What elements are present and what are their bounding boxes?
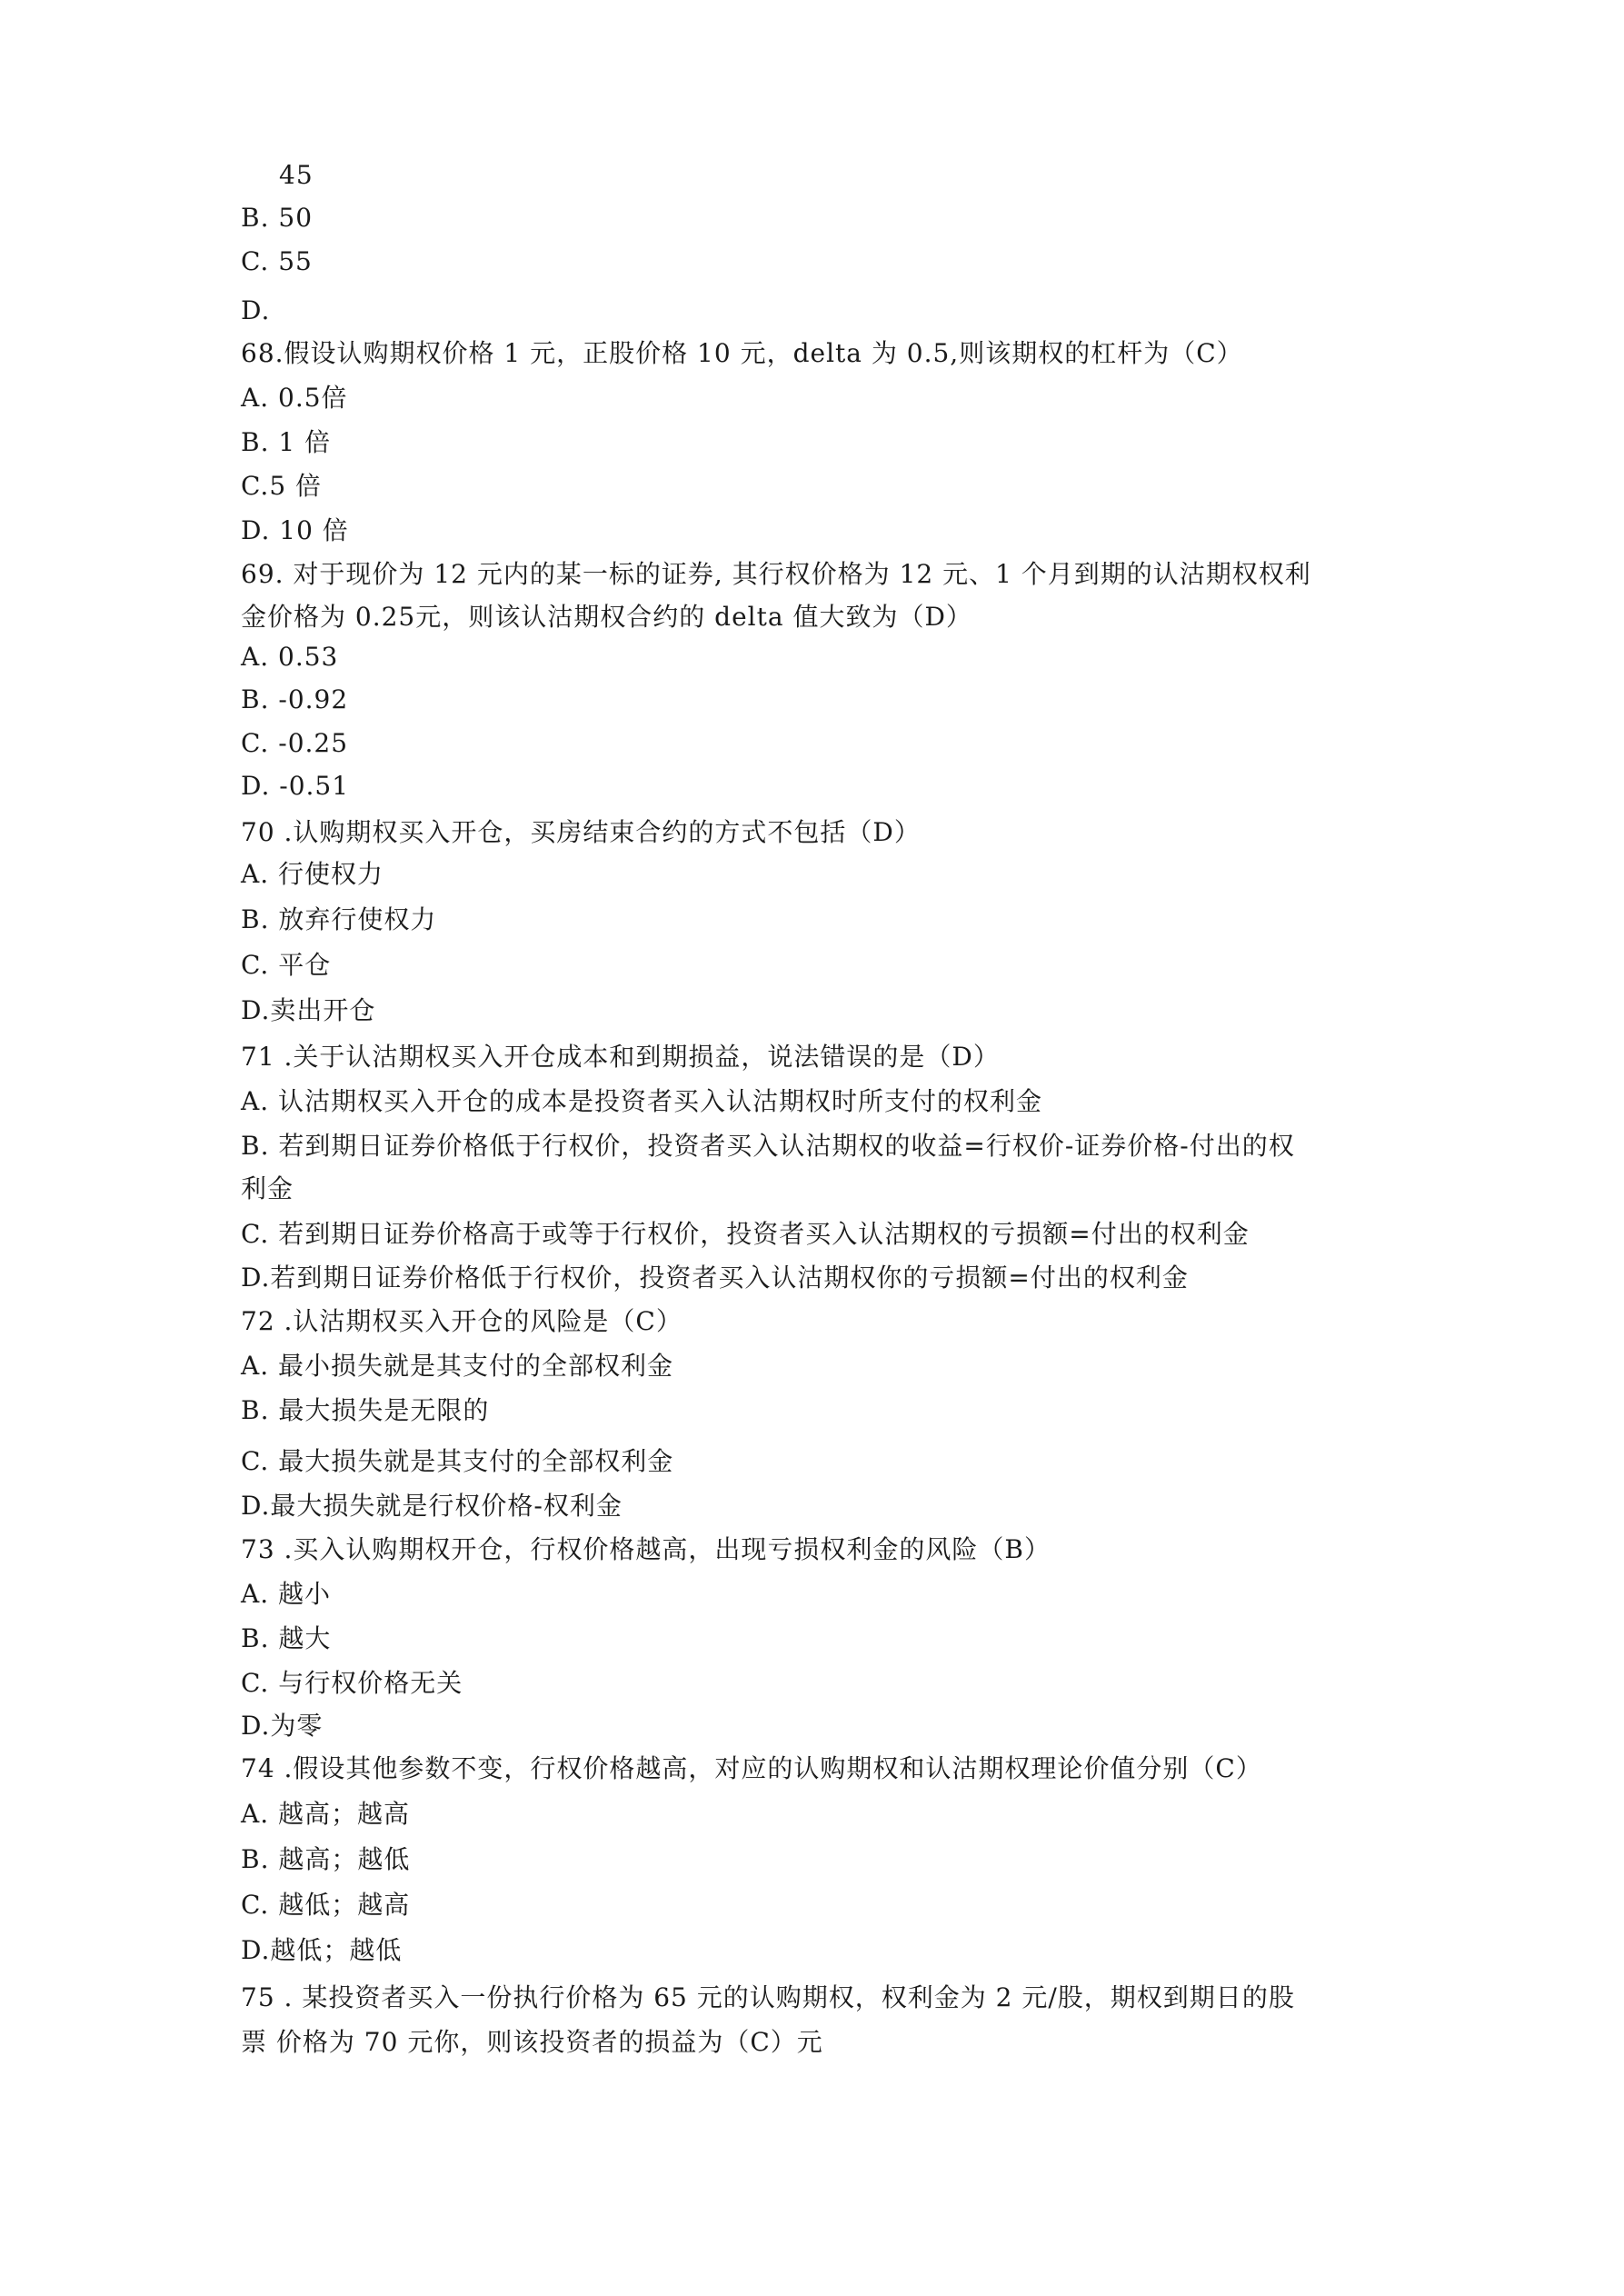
question-69-line2: 金价格为 0.25元，则该认沽期权合约的 delta 值大致为（D） — [241, 602, 972, 632]
q68-option-a: A. 0.5倍 — [241, 383, 348, 413]
q68-option-c: C.5 倍 — [241, 471, 323, 501]
q71-option-c: C. 若到期日证券价格高于或等于行权价，投资者买入认沽期权的亏损额=付出的权利金 — [241, 1219, 1250, 1249]
q71-option-b-line1: B. 若到期日证券价格低于行权价，投资者买入认沽期权的收益=行权价-证券价格-付出的权 — [241, 1131, 1295, 1161]
q71-option-b-line2: 利金 — [241, 1173, 294, 1203]
q70-option-c: C. 平仓 — [241, 950, 332, 980]
q72-option-d: D.最大损失就是行权价格-权利金 — [241, 1491, 623, 1521]
question-72: 72 .认沽期权买入开仓的风险是（C） — [241, 1306, 682, 1336]
question-68: 68.假设认购期权价格 1 元，正股价格 10 元，delta 为 0.5,则该期权的杠杆为（C） — [241, 338, 1243, 368]
q72-option-a: A. 最小损失就是其支付的全部权利金 — [241, 1351, 674, 1381]
q69-option-d: D. -0.51 — [241, 771, 350, 801]
q70-option-a: A. 行使权力 — [241, 859, 384, 889]
q69-option-b: B. -0.92 — [241, 684, 349, 714]
q67-option-d: D. — [241, 295, 271, 325]
q70-option-d: D.卖出开仓 — [241, 995, 376, 1025]
q70-option-b: B. 放弃行使权力 — [241, 904, 437, 934]
q74-option-a: A. 越高；越高 — [241, 1799, 411, 1829]
question-74: 74 .假设其他参数不变，行权价格越高，对应的认购期权和认沽期权理论价值分别（C） — [241, 1753, 1262, 1783]
q71-option-a: A. 认沽期权买入开仓的成本是投资者买入认沽期权时所支付的权利金 — [241, 1086, 1043, 1116]
question-75-line1: 75 . 某投资者买入一份执行价格为 65 元的认购期权，权利金为 2 元/股，期权到期日的股 — [241, 1982, 1295, 2012]
q68-option-d: D. 10 倍 — [241, 515, 349, 545]
q72-option-b: B. 最大损失是无限的 — [241, 1395, 490, 1425]
q73-option-d: D.为零 — [241, 1711, 324, 1741]
q73-option-b: B. 越大 — [241, 1623, 332, 1653]
q73-option-a: A. 越小 — [241, 1579, 332, 1609]
q74-option-c: C. 越低；越高 — [241, 1890, 411, 1920]
q74-option-d: D.越低；越低 — [241, 1935, 403, 1965]
q67-option-b: B. 50 — [241, 203, 314, 233]
q72-option-c: C. 最大损失就是其支付的全部权利金 — [241, 1446, 674, 1476]
question-75-line2: 票 价格为 70 元你，则该投资者的损益为（C）元 — [241, 2027, 823, 2057]
question-70: 70 .认购期权买入开仓，买房结束合约的方式不包括（D） — [241, 817, 921, 847]
q69-option-a: A. 0.53 — [241, 642, 339, 672]
q67-option-c: C. 55 — [241, 246, 313, 276]
q73-option-c: C. 与行权价格无关 — [241, 1668, 463, 1698]
q74-option-b: B. 越高；越低 — [241, 1844, 411, 1874]
question-71: 71 .关于认沽期权买入开仓成本和到期损益，说法错误的是（D） — [241, 1042, 1000, 1072]
question-73: 73 .买入认购期权开仓，行权价格越高，出现亏损权利金的风险（B） — [241, 1534, 1051, 1564]
question-69-line1: 69. 对于现价为 12 元内的某一标的证券, 其行权价格为 12 元、1 个月到期的认沽期权权利 — [241, 559, 1311, 589]
q69-option-c: C. -0.25 — [241, 728, 349, 758]
q68-option-b: B. 1 倍 — [241, 427, 332, 457]
option-e-value-45: 45 — [279, 160, 314, 190]
q71-option-d: D.若到期日证券价格低于行权价，投资者买入认沽期权你的亏损额=付出的权利金 — [241, 1263, 1189, 1293]
